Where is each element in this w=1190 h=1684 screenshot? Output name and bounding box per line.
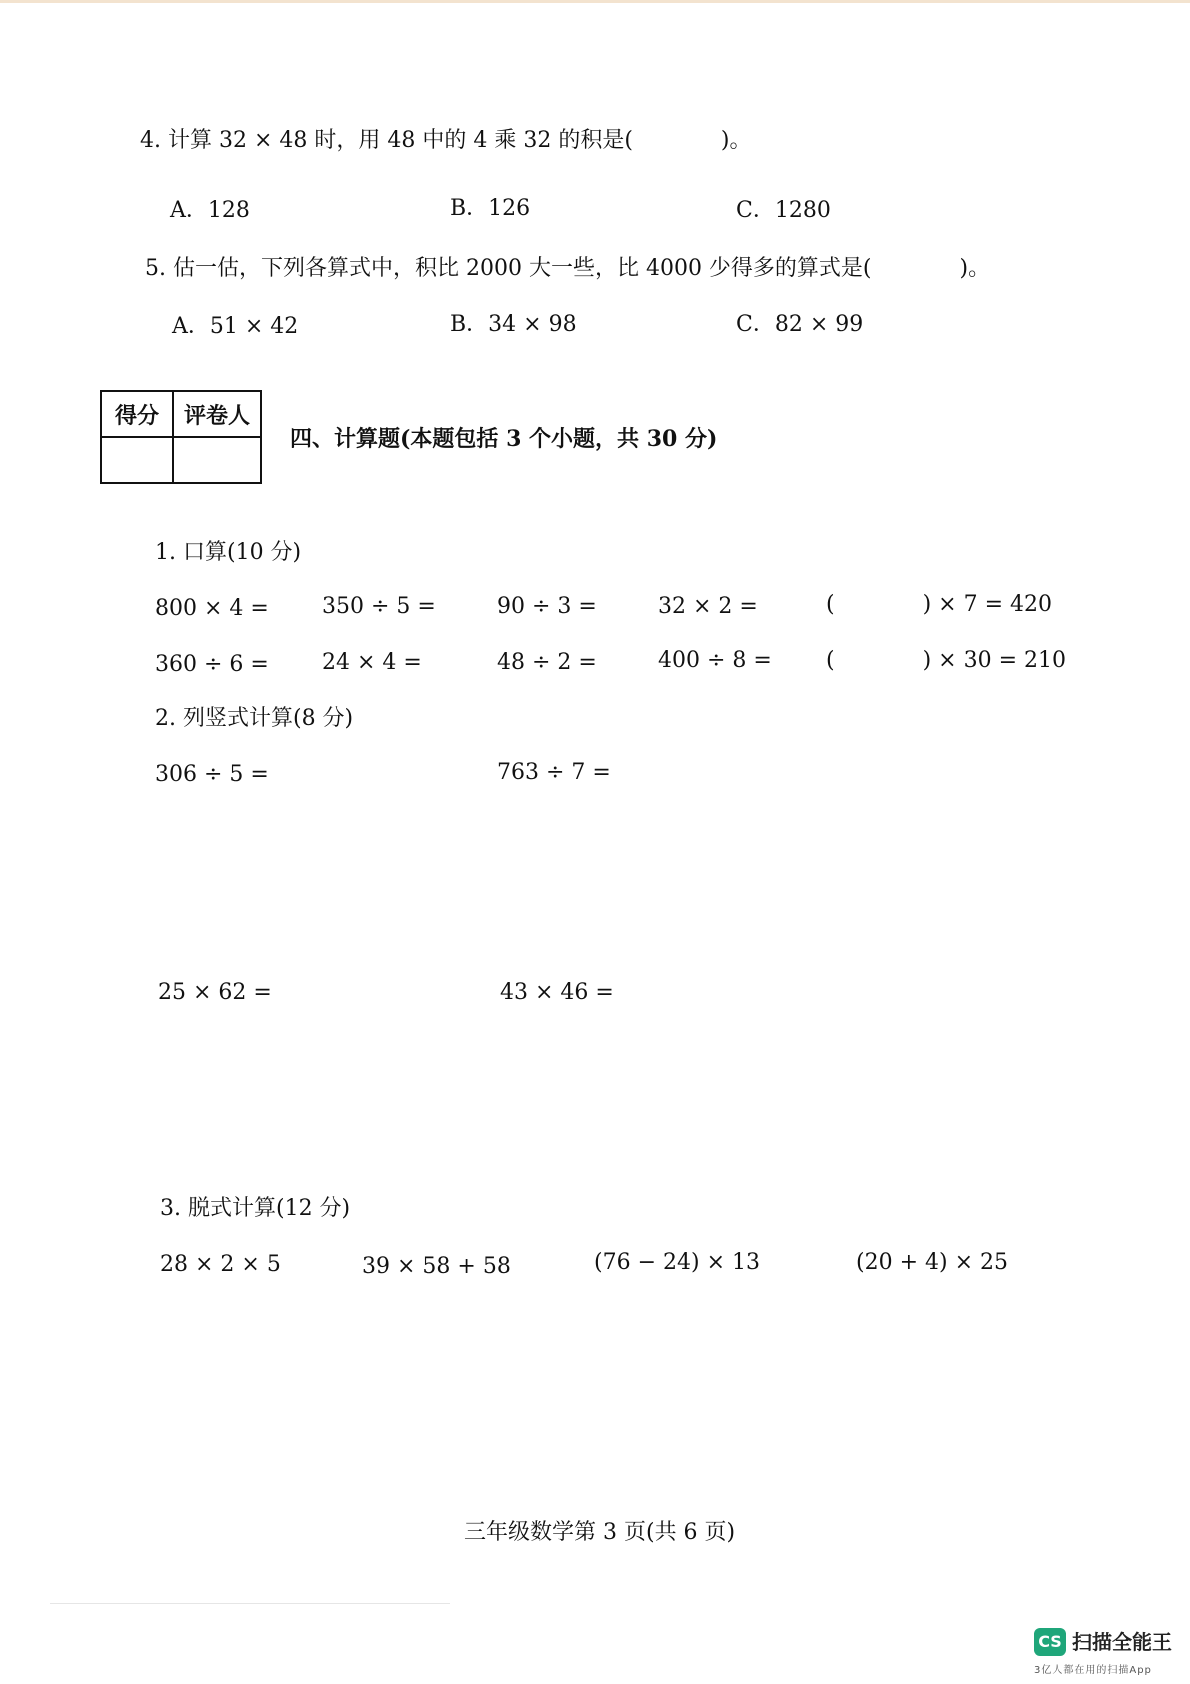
oral-calc-item: 800 × 4 = [155,596,269,621]
camscanner-logo-icon: CS [1034,1628,1066,1656]
vertical-calc-item: 43 × 46 = [500,980,614,1005]
grader-header: 评卷人 [173,391,261,437]
question-5-option-b: B．34 × 98 [450,312,577,337]
question-5-option-c: C．82 × 99 [736,312,864,337]
oral-calc-item: 400 ÷ 8 = [658,648,772,673]
question-5-stem: 5. 估一估，下列各算式中，积比 2000 大一些，比 4000 少得多的算式是( )。 [145,256,991,281]
page-top-edge [0,0,1190,3]
step-calc-item: 39 × 58 + 58 [362,1254,511,1279]
footer-divider [50,1603,450,1604]
page-number-footer: 三年级数学第 3 页(共 6 页) [464,1520,736,1545]
oral-calc-item: 48 ÷ 2 = [497,650,597,675]
vertical-calc-item: 25 × 62 = [158,980,272,1005]
question-4-option-c: C．1280 [736,198,831,223]
oral-calc-item: 360 ÷ 6 = [155,652,269,677]
watermark-brand: 扫描全能王 [1072,1630,1172,1654]
watermark-tagline: 3亿人都在用的扫描App [1034,1665,1152,1676]
oral-calc-item: 350 ÷ 5 = [322,594,436,619]
vertical-calc-item: 763 ÷ 7 = [497,760,611,785]
oral-calc-item: 24 × 4 = [322,650,422,675]
score-cell [101,437,173,483]
oral-calc-fill-blank: ( ) × 7 = 420 [826,592,1052,617]
part-1-title: 1. 口算(10 分) [155,540,302,565]
step-calc-item: (76 − 24) × 13 [594,1250,760,1275]
score-header: 得分 [101,391,173,437]
question-4-option-b: B．126 [450,196,531,221]
question-4-option-a: A．128 [170,198,250,223]
score-table [100,390,262,484]
section-4-title: 四、计算题(本题包括 3 个小题，共 30 分) [290,426,718,452]
step-calc-item: 28 × 2 × 5 [160,1252,281,1277]
question-5-option-a: A．51 × 42 [172,314,299,339]
question-4-stem: 4. 计算 32 × 48 时，用 48 中的 4 乘 32 的积是( )。 [140,128,752,153]
grader-cell [173,437,261,483]
part-3-title: 3. 脱式计算(12 分) [160,1196,351,1221]
oral-calc-item: 32 × 2 = [658,594,758,619]
oral-calc-fill-blank: ( ) × 30 = 210 [826,648,1066,673]
vertical-calc-item: 306 ÷ 5 = [155,762,269,787]
oral-calc-item: 90 ÷ 3 = [497,594,597,619]
step-calc-item: (20 + 4) × 25 [856,1250,1008,1275]
part-2-title: 2. 列竖式计算(8 分) [155,706,354,731]
